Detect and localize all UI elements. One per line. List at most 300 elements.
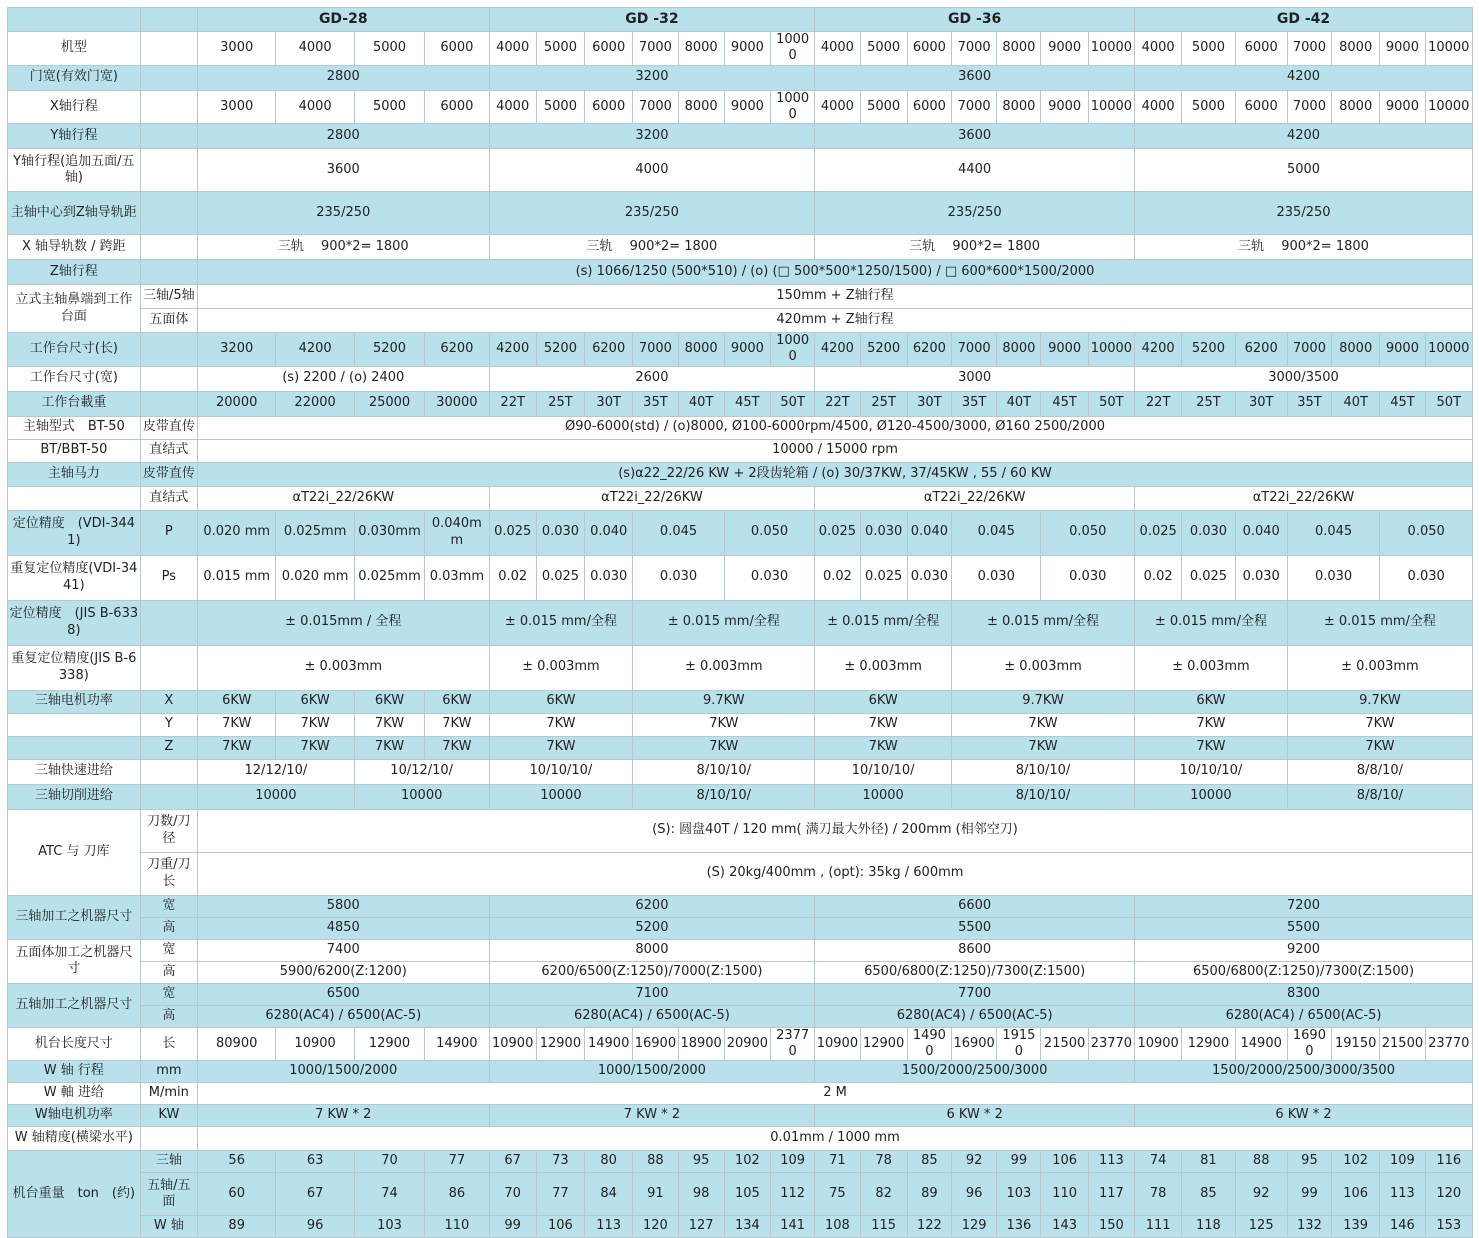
spec-cell: (s)α22_22/26 KW + 2段齿轮箱 / (o) 30/37KW, 37/45KW , 55 / 60 KW [198,462,1473,486]
spec-cell: 4200 [1135,124,1473,149]
model-header-cell: GD-28 [198,8,490,32]
spec-row [8,510,1473,555]
spec-row [8,645,1473,690]
spec-row [8,1005,1473,1027]
spec-cell: αT22i_22/26KW [489,486,815,510]
spec-cell: 三轴/5轴 [140,285,197,309]
spec-row [8,917,1473,939]
spec-cell: 8000 [489,939,815,961]
spec-cell [140,645,197,690]
spec-cell: 2 M [198,1083,1473,1105]
spec-cell: 6200 [585,333,633,367]
spec-cell: 7000 [952,90,997,124]
spec-row [8,416,1473,439]
row-label-cell: 机台长度尺寸 [8,1027,141,1061]
spec-cell: ± 0.003mm [633,645,815,690]
row-label-cell: W 轴 行程 [8,1061,141,1083]
spec-cell: 4200 [1135,65,1473,90]
row-label-cell [8,486,141,510]
spec-cell: 35T [633,391,678,416]
spec-cell: 95 [678,1151,724,1173]
spec-cell: 5500 [1135,917,1473,939]
spec-cell: 20900 [724,1027,770,1061]
spec-cell: 141 [771,1216,815,1238]
spec-cell: 1000/1500/2000 [489,1061,815,1083]
spec-cell: 127 [678,1216,724,1238]
spec-cell: 12900 [354,1027,424,1061]
spec-cell: 4000 [276,90,354,124]
spec-cell: 7KW [489,713,633,736]
spec-cell: 0.025 [860,555,907,600]
spec-cell: 146 [1380,1216,1425,1238]
spec-row [8,1105,1473,1127]
spec-cell: 4200 [489,333,536,367]
row-label-cell: 机型 [8,32,141,66]
spec-cell: Y [140,713,197,736]
spec-cell: 10000 [771,333,815,367]
spec-cell: 5200 [1182,333,1235,367]
spec-cell: 6000 [425,32,489,66]
spec-cell: 7000 [952,32,997,66]
spec-cell: 6000 [907,90,951,124]
spec-cell: ± 0.003mm [198,645,490,690]
spec-cell: 103 [354,1216,424,1238]
spec-cell: 7KW [354,713,424,736]
spec-cell: 10900 [1135,1027,1182,1061]
spec-row [8,124,1473,149]
spec-row [8,1083,1473,1105]
spec-cell: 0.025 [1135,510,1182,555]
row-label-cell: 门宽(有效门宽) [8,65,141,90]
spec-cell: 25000 [354,391,424,416]
spec-cell [140,260,197,285]
spec-cell [140,32,197,66]
spec-cell: 8/10/10/ [633,759,815,784]
spec-cell: 8/10/10/ [952,784,1135,809]
spec-row [8,1061,1473,1083]
spec-row [8,809,1473,852]
spec-cell: 0.030 [952,555,1041,600]
spec-cell: 23770 [1088,1027,1134,1061]
spec-cell: 10900 [815,1027,860,1061]
spec-cell: 7KW [1135,713,1288,736]
spec-row [8,333,1473,367]
spec-cell: 99 [489,1216,536,1238]
spec-cell: 7100 [489,983,815,1005]
spec-cell [140,235,197,260]
spec-cell: 0.025 [536,555,584,600]
spec-cell: 30T [585,391,633,416]
spec-cell: Z [140,736,197,759]
spec-cell: 113 [1380,1173,1425,1216]
spec-cell: 7KW [1287,713,1472,736]
spec-cell: 106 [536,1216,584,1238]
spec-cell: 宽 [140,939,197,961]
spec-cell: 70 [489,1173,536,1216]
spec-cell: 7KW [198,736,276,759]
spec-cell: 111 [1135,1216,1182,1238]
spec-cell: 8000 [1332,333,1380,367]
row-label-cell [8,713,141,736]
spec-cell: 5900/6200(Z:1200) [198,961,490,983]
spec-cell: 三轨 900*2= 1800 [1135,235,1473,260]
spec-cell: 35T [952,391,997,416]
row-label-cell: 三轴切削进给 [8,784,141,809]
spec-cell: 12/12/10/ [198,759,355,784]
spec-cell: 10000 / 15000 rpm [198,439,1473,462]
spec-row [8,939,1473,961]
spec-cell: 14900 [1235,1027,1287,1061]
spec-cell: 25T [536,391,584,416]
spec-cell: 8600 [815,939,1135,961]
spec-cell: 6KW [198,690,276,713]
spec-sheet [7,7,1473,1238]
spec-cell: 8/10/10/ [633,784,815,809]
spec-cell: 6280(AC4) / 6500(AC-5) [815,1005,1135,1027]
spec-cell: 0.030 [1235,555,1287,600]
spec-cell: 0.030 [860,510,907,555]
spec-row [8,784,1473,809]
spec-cell: 74 [1135,1151,1182,1173]
spec-cell: 134 [724,1216,770,1238]
spec-cell: 直结式 [140,439,197,462]
spec-cell: 8000 [1332,32,1380,66]
spec-cell: 18900 [678,1027,724,1061]
spec-cell: 5000 [1135,149,1473,192]
spec-cell: 21500 [1041,1027,1088,1061]
spec-cell: 9000 [1041,333,1088,367]
spec-cell: 0.025 [489,510,536,555]
spec-cell: X [140,690,197,713]
spec-cell: 三轨 900*2= 1800 [815,235,1135,260]
spec-cell: 3000 [815,366,1135,391]
row-label-cell: 主轴型式 BT-50 [8,416,141,439]
spec-cell: 7 KW * 2 [489,1105,815,1127]
spec-cell: Ps [140,555,197,600]
spec-cell: 3600 [198,149,490,192]
spec-cell: 88 [633,1151,678,1173]
spec-cell: 120 [1425,1173,1472,1216]
spec-cell: 106 [1332,1173,1380,1216]
spec-cell: 56 [198,1151,276,1173]
spec-cell: 7000 [633,90,678,124]
spec-cell: 10900 [489,1027,536,1061]
spec-cell: 7KW [1135,736,1288,759]
spec-row [8,895,1473,917]
spec-cell: 6500/6800(Z:1250)/7300(Z:1500) [815,961,1135,983]
spec-cell: 136 [997,1216,1041,1238]
spec-cell: 三轨 900*2= 1800 [198,235,490,260]
spec-cell: 9.7KW [1287,690,1472,713]
spec-cell: 112 [771,1173,815,1216]
spec-cell: 92 [1235,1173,1287,1216]
spec-row [8,1127,1473,1151]
spec-cell: 50T [1088,391,1134,416]
spec-cell: 0.050 [1380,510,1473,555]
spec-cell: 22T [1135,391,1182,416]
spec-cell: 14900 [585,1027,633,1061]
spec-cell: 9000 [1380,333,1425,367]
spec-cell: 14900 [425,1027,489,1061]
spec-cell: 106 [1041,1151,1088,1173]
spec-cell: 8000 [997,32,1041,66]
spec-cell: 12900 [1182,1027,1235,1061]
spec-cell: 8300 [1135,983,1473,1005]
row-label-cell: 三轴快速进给 [8,759,141,784]
spec-cell [140,333,197,367]
spec-cell: 22T [489,391,536,416]
spec-cell: 35T [1287,391,1331,416]
spec-cell: αT22i_22/26KW [815,486,1135,510]
spec-cell: 7200 [1135,895,1473,917]
spec-row [8,309,1473,333]
spec-cell: 10/12/10/ [354,759,489,784]
row-label-cell: 五轴/五面 [140,1173,197,1216]
spec-cell [140,192,197,235]
spec-row [8,600,1473,645]
model-header-cell [8,8,141,32]
spec-cell: 0.025 [815,510,860,555]
spec-cell: 9000 [1380,90,1425,124]
spec-cell [140,65,197,90]
spec-cell: 89 [198,1216,276,1238]
spec-cell: 77 [536,1173,584,1216]
spec-cell: (s) 2200 / (o) 2400 [198,366,490,391]
row-label-cell: 工作台載重 [8,391,141,416]
spec-cell: 6500/6800(Z:1250)/7300(Z:1500) [1135,961,1473,983]
spec-cell: 5000 [1182,90,1235,124]
spec-cell: 16900 [1287,1027,1331,1061]
spec-cell: 0.030 [633,555,724,600]
spec-cell: 9000 [1041,32,1088,66]
spec-cell: 5200 [489,917,815,939]
spec-cell: 89 [907,1173,951,1216]
spec-cell: 2600 [489,366,815,391]
spec-cell: 6KW [354,690,424,713]
spec-cell: 7KW [489,736,633,759]
spec-cell: 0.040mm [425,510,489,555]
row-label-cell: Y轴行程(追加五面/五轴) [8,149,141,192]
spec-cell: 113 [1088,1151,1134,1173]
spec-cell: 12900 [860,1027,907,1061]
spec-cell: 0.040 [907,510,951,555]
row-label-cell: W 轴精度(横梁水平) [8,1127,141,1151]
row-label-cell: 高 [140,961,197,983]
spec-cell: M/min [140,1083,197,1105]
spec-cell [140,1127,197,1151]
spec-cell: 3600 [815,124,1135,149]
spec-cell: 9000 [724,90,770,124]
spec-cell: 4000 [276,32,354,66]
row-label-cell: 工作台尺寸(长) [8,333,141,367]
spec-cell [140,784,197,809]
spec-row [8,713,1473,736]
spec-cell: 7000 [633,333,678,367]
spec-cell: 0.02 [1135,555,1182,600]
spec-cell: 0.020 mm [198,510,276,555]
spec-row [8,1173,1473,1216]
spec-row [8,65,1473,90]
spec-cell: 7KW [354,736,424,759]
spec-cell: 0.02 [815,555,860,600]
spec-cell: αT22i_22/26KW [1135,486,1473,510]
spec-cell: 7KW [633,736,815,759]
spec-cell: 6000 [585,32,633,66]
spec-cell: ± 0.003mm [952,645,1135,690]
spec-cell: ± 0.015mm / 全程 [198,600,490,645]
spec-cell: 6200/6500(Z:1250)/7000(Z:1500) [489,961,815,983]
spec-cell: 5800 [198,895,490,917]
spec-cell: 80 [585,1151,633,1173]
spec-cell: 9000 [1041,90,1088,124]
spec-cell: 71 [815,1151,860,1173]
spec-cell: 6000 [585,90,633,124]
spec-cell: 4000 [1135,32,1182,66]
spec-cell: 5000 [536,90,584,124]
spec-cell: 86 [425,1173,489,1216]
spec-cell: 25T [860,391,907,416]
spec-cell: 刀数/刀径 [140,809,197,852]
spec-cell: 95 [1287,1151,1331,1173]
spec-cell: 9200 [1135,939,1473,961]
spec-cell [140,366,197,391]
spec-cell: 92 [952,1151,997,1173]
spec-cell: 82 [860,1173,907,1216]
spec-cell: ± 0.015 mm/全程 [489,600,633,645]
spec-cell: ± 0.015 mm/全程 [815,600,952,645]
spec-row [8,192,1473,235]
spec-cell: 4000 [489,149,815,192]
spec-cell: 115 [860,1216,907,1238]
spec-cell: 132 [1287,1216,1331,1238]
row-label-cell: Z轴行程 [8,260,141,285]
spec-cell: 9.7KW [952,690,1135,713]
header-row [8,8,1473,32]
spec-cell: 4000 [1135,90,1182,124]
spec-cell: 8000 [1332,90,1380,124]
spec-cell: 8/10/10/ [952,759,1135,784]
spec-row [8,486,1473,510]
spec-cell: 3000/3500 [1135,366,1473,391]
spec-cell: 6200 [489,895,815,917]
spec-cell: 80900 [198,1027,276,1061]
spec-row [8,736,1473,759]
spec-cell: 6200 [1235,333,1287,367]
spec-cell: 10000 [354,784,489,809]
spec-cell: 91 [633,1173,678,1216]
row-label-cell: 定位精度 (VDI-3441) [8,510,141,555]
spec-cell: 0.015 mm [198,555,276,600]
spec-row [8,260,1473,285]
spec-cell: 98 [678,1173,724,1216]
spec-cell [140,759,197,784]
row-label-cell: 立式主轴鼻端到工作台面 [8,285,141,333]
spec-cell: 10000 [489,784,633,809]
spec-cell: 宽 [140,895,197,917]
spec-cell: 5000 [536,32,584,66]
spec-cell: 9000 [724,333,770,367]
spec-cell: 6 KW * 2 [1135,1105,1473,1127]
spec-cell: 3600 [815,65,1135,90]
spec-cell: 23770 [1425,1027,1472,1061]
spec-cell: 84 [585,1173,633,1216]
spec-cell: 10/10/10/ [815,759,952,784]
spec-row [8,690,1473,713]
spec-cell: 150mm + Z轴行程 [198,285,1473,309]
spec-cell: 10000 [815,784,952,809]
spec-cell: 50T [771,391,815,416]
spec-cell: 皮带直传 [140,462,197,486]
spec-cell: 10/10/10/ [489,759,633,784]
spec-cell: 0.025mm [276,510,354,555]
spec-cell: 4400 [815,149,1135,192]
spec-cell: 3200 [489,65,815,90]
spec-cell: Ø90-6000(std) / (o)8000, Ø100-6000rpm/4500, Ø120-4500/3000, Ø160 2500/2000 [198,416,1473,439]
spec-cell: 0.050 [1041,510,1135,555]
spec-cell: 14900 [907,1027,951,1061]
spec-cell: 75 [815,1173,860,1216]
spec-cell: 0.030mm [354,510,424,555]
spec-cell: 40T [678,391,724,416]
spec-cell: 0.030 [1380,555,1473,600]
spec-cell: 63 [276,1151,354,1173]
spec-cell: 8000 [997,90,1041,124]
spec-cell: 120 [633,1216,678,1238]
row-label-cell: X 轴导轨数 / 跨距 [8,235,141,260]
spec-cell: 6000 [907,32,951,66]
spec-cell: 103 [997,1173,1041,1216]
spec-cell: 139 [1332,1216,1380,1238]
spec-cell: 7700 [815,983,1135,1005]
spec-row [8,235,1473,260]
spec-cell: 7KW [1287,736,1472,759]
row-label-cell: Y轴行程 [8,124,141,149]
spec-cell: 118 [1182,1216,1235,1238]
spec-cell: 153 [1425,1216,1472,1238]
spec-cell: 0.030 [1182,510,1235,555]
spec-cell: ± 0.003mm [1135,645,1288,690]
spec-row [8,90,1473,124]
spec-cell: ± 0.015 mm/全程 [1135,600,1288,645]
row-label-cell: W 轴 [140,1216,197,1238]
row-label-cell: 高 [140,1005,197,1027]
spec-row [8,391,1473,416]
spec-row [8,555,1473,600]
spec-cell: 0.030 [907,555,951,600]
spec-cell: 6 KW * 2 [815,1105,1135,1127]
spec-cell: 77 [425,1151,489,1173]
spec-cell: (s) 1066/1250 (500*510) / (o) (□ 500*500*1250/1500) / □ 600*600*1500/2000 [198,260,1473,285]
spec-cell [140,391,197,416]
spec-cell: 7000 [1287,333,1331,367]
spec-cell: 0.050 [724,510,815,555]
spec-cell: 7KW [952,713,1135,736]
spec-cell: 116 [1425,1151,1472,1173]
spec-row [8,983,1473,1005]
spec-row [8,149,1473,192]
spec-cell: 0.040 [1235,510,1287,555]
spec-cell: 5000 [860,32,907,66]
spec-row [8,759,1473,784]
spec-cell: 6280(AC4) / 6500(AC-5) [198,1005,490,1027]
spec-cell: 78 [860,1151,907,1173]
spec-cell: ± 0.003mm [489,645,633,690]
spec-cell: 10000 [1088,333,1134,367]
spec-cell: 8000 [997,333,1041,367]
spec-cell: 6KW [1135,690,1288,713]
spec-cell: 235/250 [198,192,490,235]
spec-cell: 96 [276,1216,354,1238]
